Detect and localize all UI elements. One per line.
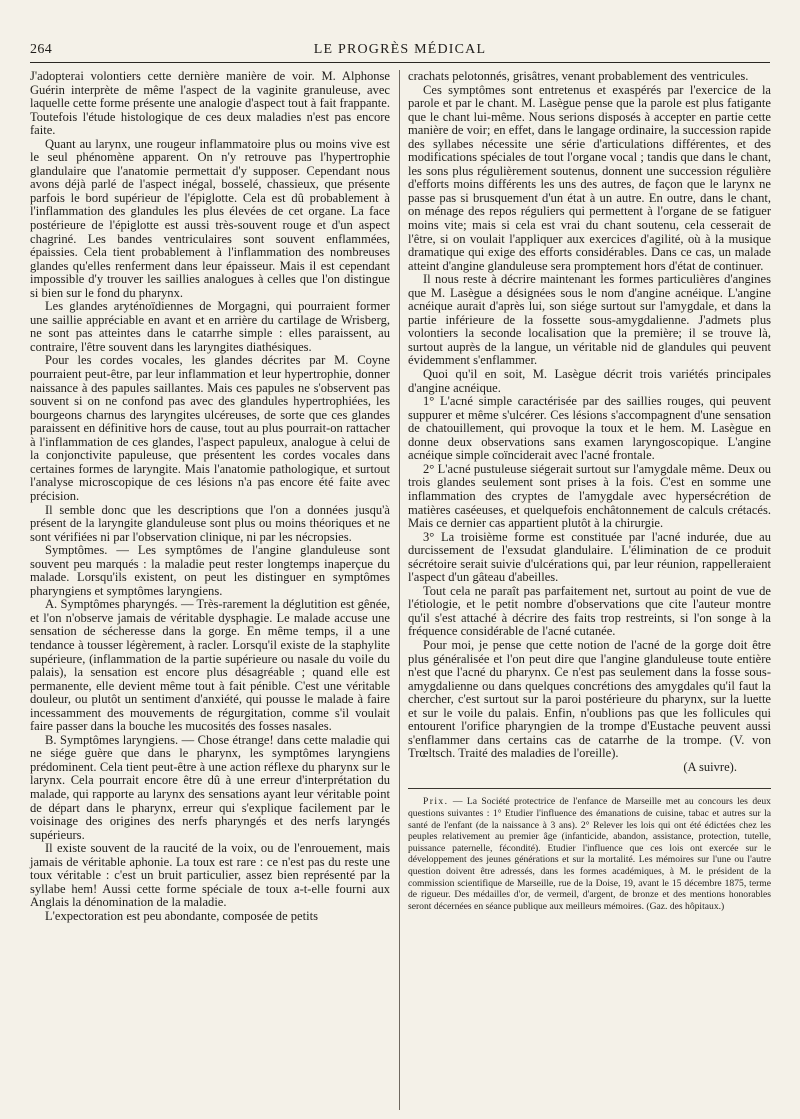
paragraph: J'adopterai volontiers cette dernière manière de voir. M. Alphonse Guérin interprète de même l'aspect de la vaginite granuleuse, avec laquelle cette forme présente une analogie d'aspect tout à fait frappante. Toutefois l'étude histologique de ces deux maladies n'est pas encore faite. xyxy=(30,69,390,138)
paragraph: Pour moi, je pense que cette notion de l'acné de la gorge doit être plus généralisée et l'on peut dire que l'angine glanduleuse toute entière n'est que l'acné du pharynx. Ce n'est pas seulement dans la fosse sous-amygdalienne ou dans quelques concrétions des amygdales qu'il faut la chercher, c'est surtout sur la paroi postérieure du pharynx, sur la luette et sur le voile du palais. Enfin, n'oublions pas que les follicules qui entourent l'orifice pharyngien de la trompe d'Eustache peuvent aussi s'enflammer dans certains cas de catarrhe de la trompe. (V. von Trœltsch. Traité des maladies de l'oreille). xyxy=(408,637,771,761)
paragraph: 2° L'acné pustuleuse siégerait surtout sur l'amygdale même. Deux ou trois glandes seulement sont prises à la fois. C'est en somme une inflammation des cryptes de l'amygdale avec hypersécrétion de matières caséeuses, et quelquefois enchâtonnement de calculs crétacés. Mais ce dernier cas appartient plutôt à la chirurgie. xyxy=(408,461,771,531)
paragraph: L'expectoration est peu abondante, composée de petits xyxy=(45,908,318,923)
paragraph: Il existe souvent de la raucité de la voix, ou de l'enrouement, mais jamais de véritable aphonie. La toux est rare : ce n'est pas du reste une toux véritable : c'est un bruit particulier, assez bien représenté par la syllabe hem! Aussi cette forme spéciale de toux a-t-elle fourni aux Anglais la dénomination de la maladie. xyxy=(30,841,390,910)
notice-lead: Prix. xyxy=(423,796,449,808)
column-divider xyxy=(399,70,400,1110)
journal-title: LE PROGRÈS MÉDICAL xyxy=(313,42,487,57)
notice-text: — La Société protectrice de l'enfance de Marseille met au concours les deux questions suivantes : 1° Etudier l'influence des émanations de cuisine, tabac et autres sur la santé de l'enfant (de la naissance à 3 ans). 2° Relever les lois qui ont été édictées chez les peuples relativement au premier âge (infanticide, abandon, assistance, protection, tutelle, puissance paternelle, fécondité). Etudier l'influence que ces lois ont exercée sur le développement des jeunes générations et sur la mortalité. Les mémoires sur l'une ou l'autre question doivent être adressés, dans les formes académiques, à M. le président de la commission scientifique de Marseille, rue de la Doise, 19, avant le 15 décembre 1875, terme de rigueur. Des médailles d'or, de vermeil, d'argent, de bronze et des mentions honorables seront décernées en séance publique aux meilleurs mémoires. (Gaz. des hôpitaux.) xyxy=(408,796,771,912)
paragraph: Pour les cordes vocales, les glandes décrites par M. Coyne pourraient peut-être, par leur inflammation et leur hypertrophie, donner naissance à des papules saillantes. Mais ces papules ne s'observent pas souvent si on ne confond pas avec des glandules hypertrophiées, les bourgeons charnus des laryngites ulcéreuses, de sorte que ces glandes paraissent en définitive hors de cause, tout au plus pourrait-on rattacher à l'inflammation de ces glandes, l'aspect papuleux, analogue à celui de la conjonctivite papuleuse, que présentent les cordes vocales dans certaines formes de laryngite. Mais l'anatomie pathologique, et surtout l'analyse microscopique de ces lésions n'a pas encore été faite avec précision. xyxy=(30,353,390,503)
paragraph: Les glandes aryténoïdiennes de Morgagni, qui pourraient former une saillie appréciable en avant et en arrière du cartilage de Wrisberg, ne sont pas atteintes dans le catarrhe simple : elles paraissent, au contraire, l'être souvent dans les laryngites diathésiques. xyxy=(30,299,390,354)
to-be-continued: (A suivre). xyxy=(683,759,737,774)
paragraph: Ces symptômes sont entretenus et exaspérés par l'exercice de la parole et par le chant. M. Lasègue pense que la parole est plus fatigante que le chant lui-même. Nous serions disposés à accepter en partie cette manière de voir; en effet, dans le langage ordinaire, la succession rapide des syllabes nécessite une série d'articulations différentes, et des modifications spéciales de tout l'organe vocal ; tandis que dans le chant, les sons plus régulièrement soutenus, donnent une succession régulière d'efforts moins différents les uns des autres, de façon que le larynx ne passe pas si brusquement d'un état à un autre. En outre, dans le chant, on ménage des repos réguliers qui permettent à l'organe de se fatiguer moins vite; mais si cela est vrai du chant soutenu, cela cesserait de l'être, si on voulait l'appliquer aux exercices d'agilité, où à la musique dramatique qui exige des efforts considérables. Dans ce cas, un malade atteint d'angine glanduleuse sera promptement hors d'état de continuer. xyxy=(408,82,771,273)
page-number: 264 xyxy=(30,42,53,57)
paragraph: 1° L'acné simple caractérisée par des saillies rouges, qui peuvent suppurer et même s'ulcérer. Ces lésions s'accompagnent d'une sensation de chatouillement, qui provoque la toux et le hem. M. Lasègue en donne deux observations sans examen laryngoscopique. L'angine acnéique simple coïnciderait avec l'acné frontale. xyxy=(408,394,771,463)
paragraph: Il nous reste à décrire maintenant les formes particulières d'angines que M. Lasègue a désignées sous le nom d'angine acnéique. L'angine acnéique aurait d'après lui, son siége surtout sur l'amygdale, et dans la partie inférieure de la fossette sous-amygdalienne. J'admets plus volontiers la seconde localisation que la première; il se trouve là, surtout auprès de la langue, un véritable nid de glandules qui peuvent évidemment s'enflammer. xyxy=(408,272,771,368)
left-column xyxy=(30,70,390,1109)
paragraph: Tout cela ne paraît pas parfaitement net, surtout au point de vue de l'étiologie, et le petit nombre d'observations que cite l'auteur montre qu'il s'est attaché à décrire des faits trop restreints, si l'on songe à la fréquence considérable de l'acné cutanée. xyxy=(408,583,771,639)
paragraph: 3° La troisième forme est constituée par l'acné indurée, due au durcissement de l'exsudat glandulaire. L'élimination de ce produit sécrétoire serait suivie d'ulcérations qui, par leur réunion, rappelleraient l'aspect d'un gâteau d'abeilles. xyxy=(408,529,771,585)
paragraph: crachats pelotonnés, grisâtres, venant probablement des ventricules. xyxy=(408,69,749,83)
paragraph: Quoi qu'il en soit, M. Lasègue décrit trois variétés principales d'angine acnéique. xyxy=(408,367,771,395)
paragraph: B. Symptômes laryngiens. — Chose étrange! dans cette maladie qui ne siége guère que dans le pharynx, les symptômes laryngiens prédominent. Cela tient peut-être à une action réflexe du pharynx sur le larynx. Cela pourrait encore être dû à une erreur d'interprétation du malade, qui rapporte au larynx des sensations ayant leur véritable point de départ dans le pharynx, erreur qui s'explique facilement par le voisinage des origines des nerfs pharyngés et des nerfs laryngés supérieurs. xyxy=(30,732,390,842)
paragraph: Quant au larynx, une rougeur inflammatoire plus ou moins vive est le seul phénomène apparent. On n'y retrouve pas l'hypertrophie glandulaire que l'anatomie permettait d'y supposer. Cependant nous avons déjà parlé de l'aspect inégal, bosselé, chassieux, que présente parfois le bord supérieur de l'épiglotte. Cela est dû probablement à l'inflammation des glandules les plus élevées de cet organe. La face postérieure de l'épiglotte est aussi très-souvent rouge et d'un aspect chagriné. Les bandes ventriculaires sont souvent enflammées, épaissies. Cela tient probablement à l'inflammation des nombreuses glandes qu'elles renferment dans leur épaisseur. Mais il est cependant impossible d'y trouver les saillies analogues à celles que l'on distingue si bien sur le fond du pharynx. xyxy=(30,136,390,300)
notice-divider xyxy=(408,788,771,789)
right-column xyxy=(408,70,771,1109)
paragraph: Il semble donc que les descriptions que l'on a données jusqu'à présent de la laryngite glanduleuse sont plus ou moins théoriques et ne sont vérifiées ni par l'observation clinique, ni par les nécropsies. xyxy=(30,502,390,544)
paragraph: A. Symptômes pharyngés. — Très-rarement la déglutition est gênée, et l'on n'observe jamais de véritable dysphagie. Le malade accuse une sensation de sécheresse dans la gorge. En même temps, il a une tendance à tousser légèrement, à racler. Lorsqu'il existe de la staphylite supérieure, (inflammation de la partie supérieure ou nasale du voile du palais), la sensation est encore plus désagréable ; quand elle est permanente, elle devient même tout à fait pénible. C'est une véritable douleur, ou plutôt un sentiment d'anxiété, qui pousse le malade à faire incessamment des mouvements de régurgitation, comme s'il voulait faire passer dans la bouche les mucosités des fosses nasales. xyxy=(30,597,390,734)
paragraph: Symptômes. — Les symptômes de l'angine glanduleuse sont souvent peu marqués : la maladie peut rester longtemps inaperçue du malade. Lorsqu'ils existent, on peut les distinguer en symptômes pharyngiens et symptômes laryngiens. xyxy=(30,543,390,598)
page-header xyxy=(30,42,770,63)
prize-notice xyxy=(408,796,771,912)
